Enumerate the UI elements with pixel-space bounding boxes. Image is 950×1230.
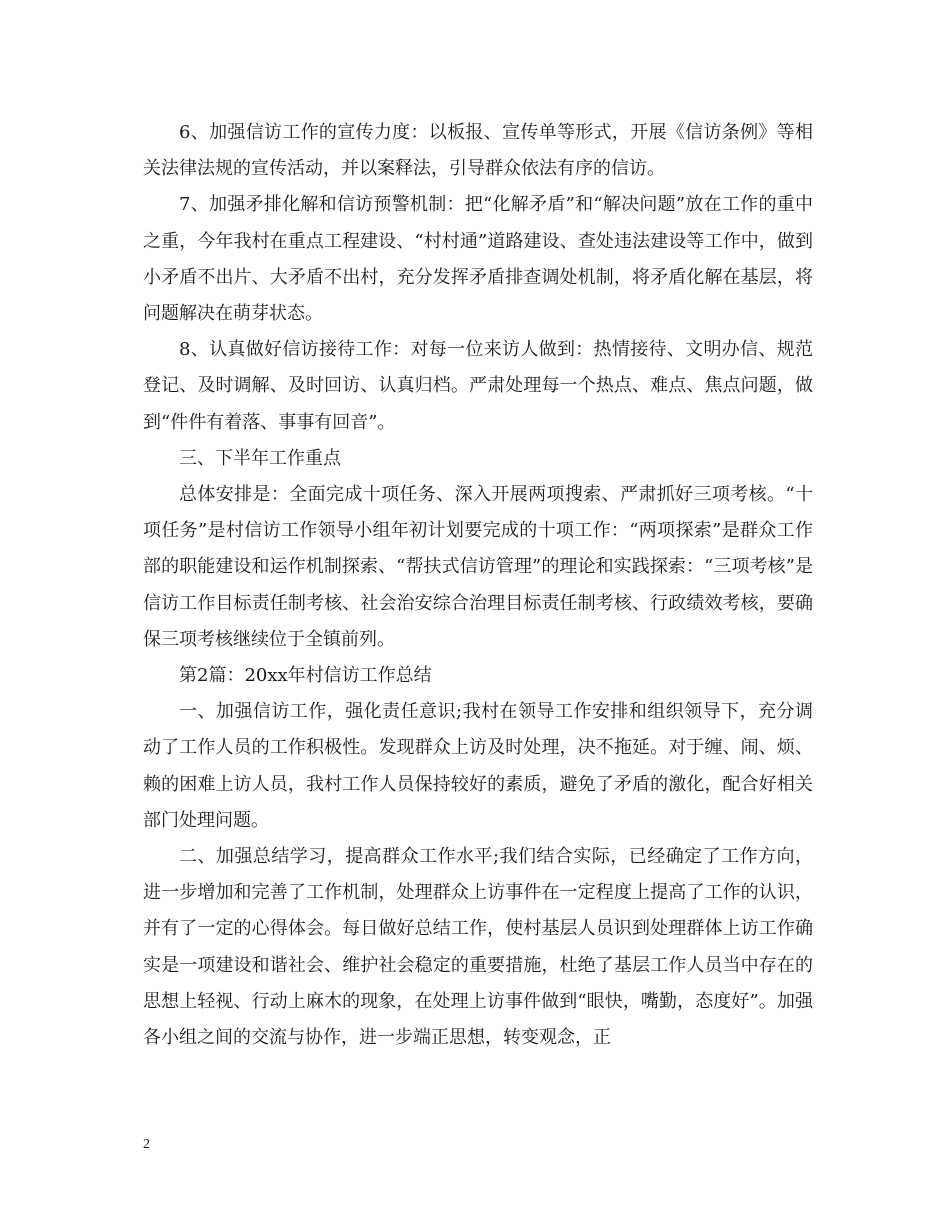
page-number: 2 [143, 1137, 150, 1152]
document-body [143, 115, 813, 1056]
paragraph-section-one: 一、加强信访工作，强化责任意识;我村在领导工作安排和组织领导下，充分调动了工作人员的工作积极性。发现群众上访及时处理，决不拖延。对于缠、闹、烦、赖的困难上访人员，我村工作人员保持较好的素质，避免了矛盾的激化，配合好相关部门处理问题。 [143, 701, 813, 831]
paragraph-item-6-publicity: 6、加强信访工作的宣传力度：以板报、宣传单等形式，开展《信访条例》等相关法律法规的宣传活动，并以案释法，引导群众依法有序的信访。 [143, 122, 813, 180]
paragraph-item-8-reception: 8、认真做好信访接待工作：对每一位来访人做到：热情接待、文明办信、规范登记、及时调解、及时回访、认真归档。严肃处理每一个热点、难点、焦点问题，做到“件件有着落、事事有回音”。 [143, 339, 813, 433]
paragraph-section-two: 二、加强总结学习，提高群众工作水平;我们结合实际，已经确定了工作方向，进一步增加和完善了工作机制，处理群众上访事件在一定程度上提高了工作的认识，并有了一定的心得体会。每日做好总结工作，使村基层人员识到处理群体上访工作确实是一项建设和谐社会、维护社会稳定的重要措施，杜绝了基层工作人员当中存在的思想上轻视、行动上麻木的现象，在处理上访事件做到“眼快，嘴勤，态度好”。加强各小组之间的交流与协作，进一步端正思想，转变观念，正 [143, 846, 813, 1049]
article-title-part-2: 第2篇：20xx年村信访工作总结 [179, 665, 432, 687]
paragraph-item-7-conflict-resolution: 7、加强矛排化解和信访预警机制：把“化解矛盾”和“解决问题”放在工作的重中之重，今年我村在重点工程建设、“村村通”道路建设、查处违法建设等工作中，做到小矛盾不出片、大矛盾不出村，充分发挥矛盾排查调处机制，将矛盾化解在基层，将问题解决在萌芽状态。 [143, 194, 813, 325]
section-heading-second-half-focus: 三、下半年工作重点 [179, 447, 341, 469]
paragraph-overall-arrangement: 总体安排是：全面完成十项任务、深入开展两项搜索、严肃抓好三项考核。“十项任务”是村信访工作领导小组年初计划要完成的十项工作：“两项探索”是群众工作部的职能建设和运作机制探索、“帮扶式信访管理”的理论和实践探索：“三项考核”是信访工作目标责任制考核、社会治安综合治理目标责任制考核、行政绩效考核，要确保三项考核继续位于全镇前列。 [143, 484, 813, 650]
